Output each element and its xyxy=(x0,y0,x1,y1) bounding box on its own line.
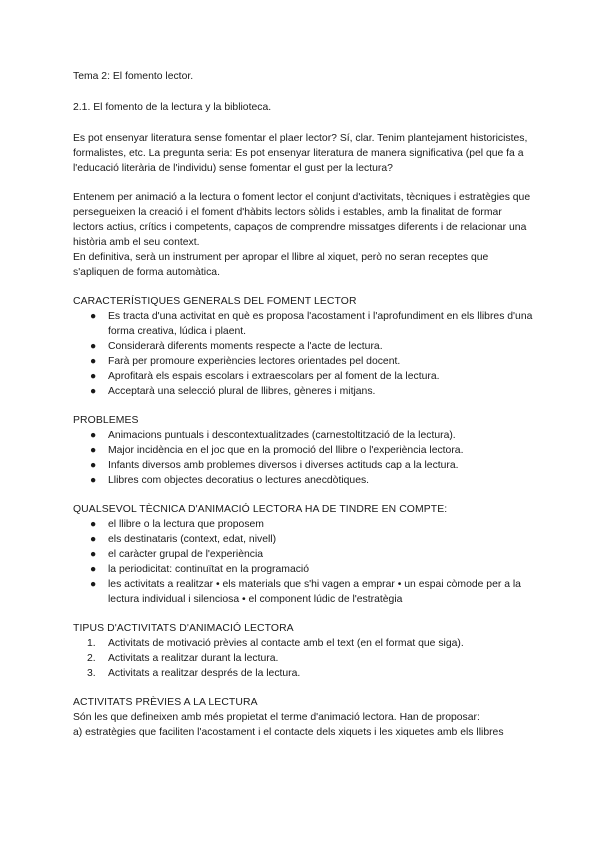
list-item: ● Aprofitarà els espais escolars i extraescolars per al foment de la lectura. xyxy=(90,371,440,382)
pre-reading-strategy: a) estratègies que faciliten l'acostament i el contacte dels xiquets i les xiquetes amb els llibres xyxy=(73,727,504,738)
list-item: 2. Activitats a realitzar durant la lectura. xyxy=(87,653,279,664)
document-body xyxy=(73,69,533,740)
activity-types-list xyxy=(73,636,533,681)
list-item: ● el caràcter grupal de l'experiència xyxy=(90,549,264,560)
bullet-icon: ● xyxy=(90,460,97,471)
characteristics-heading: CARACTERÍSTIQUES GENERALS DEL FOMENT LECTOR xyxy=(73,296,357,307)
list-item: ● Considerarà diferents moments respecte a l'acte de lectura. xyxy=(90,341,383,352)
list-item: ● Acceptarà una selecció plural de llibres, gèneres i mitjans. xyxy=(90,386,376,397)
problems-heading: PROBLEMES xyxy=(73,415,139,426)
bullet-icon: ● xyxy=(90,475,97,486)
bullet-icon: ● xyxy=(90,579,97,590)
list-item: ● Llibres com objectes decoratius o lectures anecdòtiques. xyxy=(90,475,370,486)
bullet-icon: ● xyxy=(90,549,97,560)
definition-paragraph: Entenem per animació a la lectura o foment lector el conjunt d'activitats, tècniques i estratègies que persegueixen la creació i el foment d'hàbits lectors sòlids i estables, amb la finalitat de formar lectors actius, crítics i competents, capaços de comprendre missatges diferents i de relacionar una història amb el seu context. xyxy=(73,192,531,248)
technique-heading: QUALSEVOL TÈCNICA D'ANIMACIÓ LECTORA HA DE TINDRE EN COMPTE: xyxy=(73,504,448,515)
problems-list xyxy=(73,428,533,488)
bullet-icon: ● xyxy=(90,564,97,575)
pre-reading-heading: ACTIVITATS PRÈVIES A LA LECTURA xyxy=(73,697,258,708)
list-item: ● Animacions puntuals i descontextualitzades (carnestoltització de la lectura). xyxy=(90,430,456,441)
list-item: ● Es tracta d'una activitat en què es proposa l'acostament i l'aprofundiment en els llibres d'una forma creativa, lúdica i plaent. xyxy=(90,311,533,337)
intro-paragraph: Es pot ensenyar literatura sense fomentar el plaer lector? Sí, clar. Tenim plantejament historicistes, formalistes, etc. La pregunta seria: Es pot ensenyar literatura de manera significativa (pel que fa a l'educació literària de l'individu) sense fomentar el gust per la lectura? xyxy=(73,133,528,174)
bullet-icon: ● xyxy=(90,519,97,530)
activity-types-heading: TIPUS D'ACTIVITATS D'ANIMACIÓ LECTORA xyxy=(73,623,294,634)
document-title: Tema 2: El fomento lector. xyxy=(73,71,194,82)
bullet-icon: ● xyxy=(90,341,97,352)
list-item: ● Infants diversos amb problemes diversos i diverses actituds cap a la lectura. xyxy=(90,460,459,471)
definition-paragraph-2: En definitiva, serà un instrument per apropar el llibre al xiquet, però no seran receptes que s'apliquen de forma automàtica. xyxy=(73,252,489,278)
bullet-icon: ● xyxy=(90,430,97,441)
list-item: ● la periodicitat: continuïtat en la programació xyxy=(90,564,309,575)
list-item: ● les activitats a realitzar • els materials que s'hi vagen a emprar • un espai còmode per a la lectura individual i silenciosa • el component lúdic de l'estratègia xyxy=(90,579,521,605)
bullet-icon: ● xyxy=(90,445,97,456)
list-item: ● el llibre o la lectura que proposem xyxy=(90,519,264,530)
list-item: ● Major incidència en el joc que en la promoció del llibre o l'experiència lectora. xyxy=(90,445,464,456)
list-item: ● Farà per promoure experiències lectores orientades pel docent. xyxy=(90,356,401,367)
technique-list xyxy=(73,517,533,607)
bullet-icon: ● xyxy=(90,534,97,545)
bullet-icon: ● xyxy=(90,386,97,397)
list-item: 1. Activitats de motivació prèvies al contacte amb el text (en el format que siga). xyxy=(87,638,464,649)
bullet-icon: ● xyxy=(90,356,97,367)
characteristics-list xyxy=(73,309,533,399)
bullet-icon: ● xyxy=(90,311,97,322)
list-item: ● els destinataris (context, edat, nivell) xyxy=(90,534,277,545)
pre-reading-text: Són les que defineixen amb més propietat el terme d'animació lectora. Han de proposar: xyxy=(73,712,480,723)
bullet-icon: ● xyxy=(90,371,97,382)
section-title: 2.1. El fomento de la lectura y la biblioteca. xyxy=(73,102,272,113)
list-item: 3. Activitats a realitzar després de la lectura. xyxy=(87,668,301,679)
